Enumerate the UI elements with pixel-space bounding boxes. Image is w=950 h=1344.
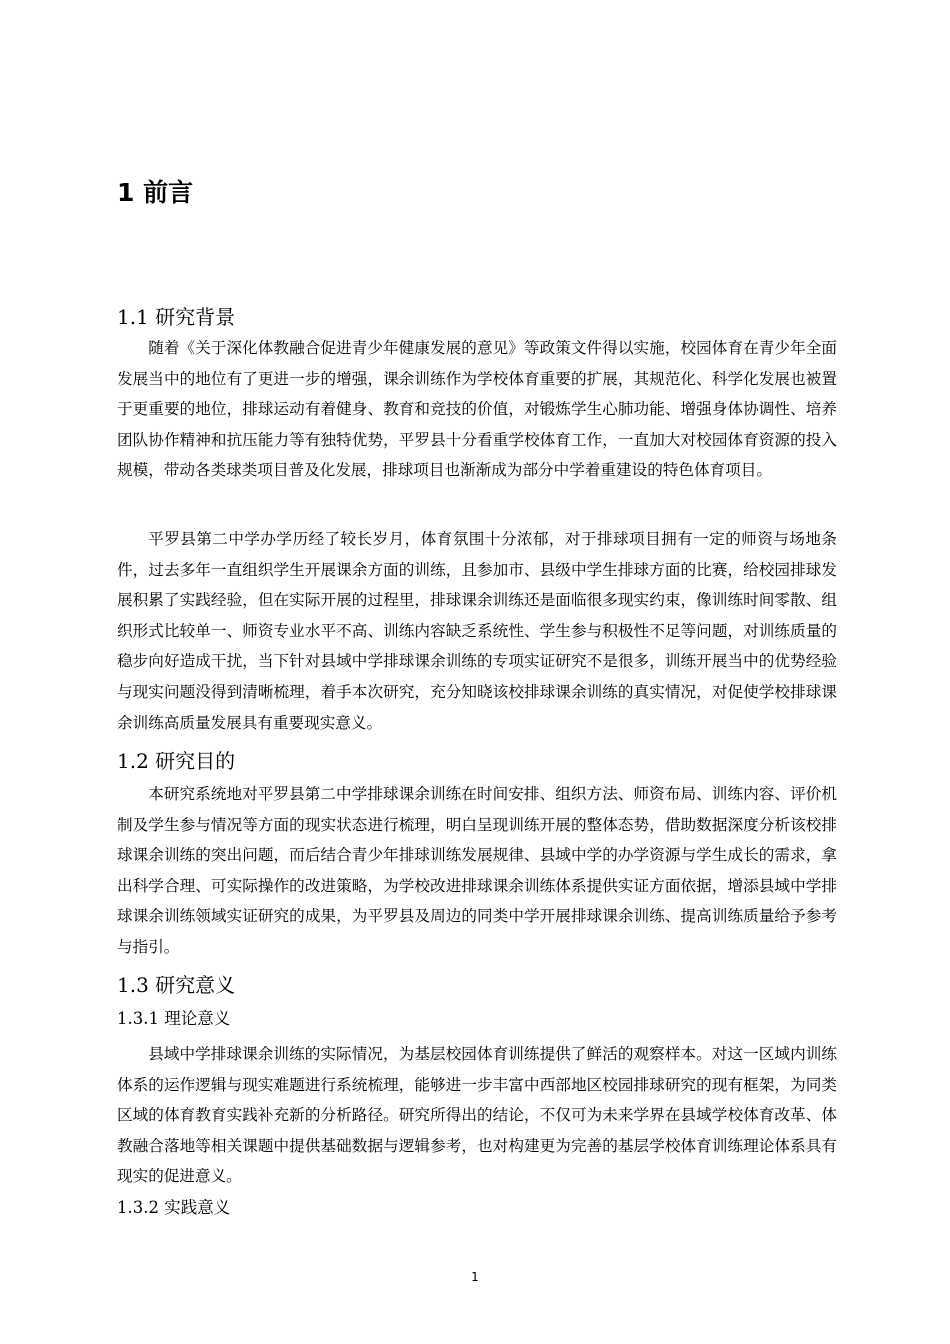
paragraph-background-1: 随着《关于深化体教融合促进青少年健康发展的意见》等政策文件得以实施，校园体育在青少年全面发展当中的地位有了更进一步的增强，课余训练作为学校体育重要的扩展，其规范化、科学化发展也被置于更重要的地位，排球运动有着健身、教育和竞技的价值，对锻炼学生心肺功能、增强身体协调性、培养团队协作精神和抗压能力等有独特优势，平罗县十分看重学校体育工作，一直加大对校园体育资源的投入规模，带动各类球类项目普及化发展，排球项目也渐渐成为部分中学着重建设的特色体育项目。 — [117, 339, 837, 480]
section-heading-purpose: 1.2 研究目的 — [117, 749, 236, 773]
paragraph-theory: 县域中学排球课余训练的实际情况，为基层校园体育训练提供了鲜活的观察样本。对这一区域内训练体系的运作逻辑与现实难题进行系统梳理，能够进一步丰富中西部地区校园排球研究的现有框架，为同类区域的体育教育实践补充新的分析路径。研究所得出的结论，不仅可为未来学界在县域学校体育改革、体教融合落地等相关课题中提供基础数据与逻辑参考，也对构建更为完善的基层学校体育训练理论体系具有现实的促进意义。 — [117, 1045, 837, 1186]
subsection-heading-theory: 1.3.1 理论意义 — [117, 1009, 231, 1028]
paragraph-purpose: 本研究系统地对平罗县第二中学排球课余训练在时间安排、组织方法、师资布局、训练内容、评价机制及学生参与情况等方面的现实状态进行梳理，明白呈现训练开展的整体态势，借助数据深度分析该校排球课余训练的突出问题，而后结合青少年排球训练发展规律、县域中学的办学资源与学生成长的需求，拿出科学合理、可实际操作的改进策略，为学校改进排球课余训练体系提供实证方面依据，增添县域中学排球课余训练领域实证研究的成果，为平罗县及周边的同类中学开展排球课余训练、提高训练质量给予参考与指引。 — [117, 785, 837, 956]
paragraph-background-2: 平罗县第二中学办学历经了较长岁月，体育氛围十分浓郁，对于排球项目拥有一定的师资与场地条件，过去多年一直组织学生开展课余方面的训练，且参加市、县级中学生排球方面的比赛，给校园排球发展积累了实践经验，但在实际开展的过程里，排球课余训练还是面临很多现实约束，像训练时间零散、组织形式比较单一、师资专业水平不高、训练内容缺乏系统性、学生参与积极性不足等问题，对训练质量的稳步向好造成干扰，当下针对县域中学排球课余训练的专项实证研究不是很多，训练开展当中的优势经验与现实问题没得到清晰梳理，着手本次研究，充分知晓该校排球课余训练的真实情况，对促使学校排球课余训练高质量发展具有重要现实意义。 — [117, 530, 837, 732]
subsection-heading-practice: 1.3.2 实践意义 — [117, 1198, 231, 1217]
section-heading-background: 1.1 研究背景 — [117, 305, 236, 329]
section-heading-significance: 1.3 研究意义 — [117, 973, 236, 997]
page-number: 1 — [471, 1270, 479, 1284]
chapter-title: 1 前言 — [117, 178, 194, 207]
